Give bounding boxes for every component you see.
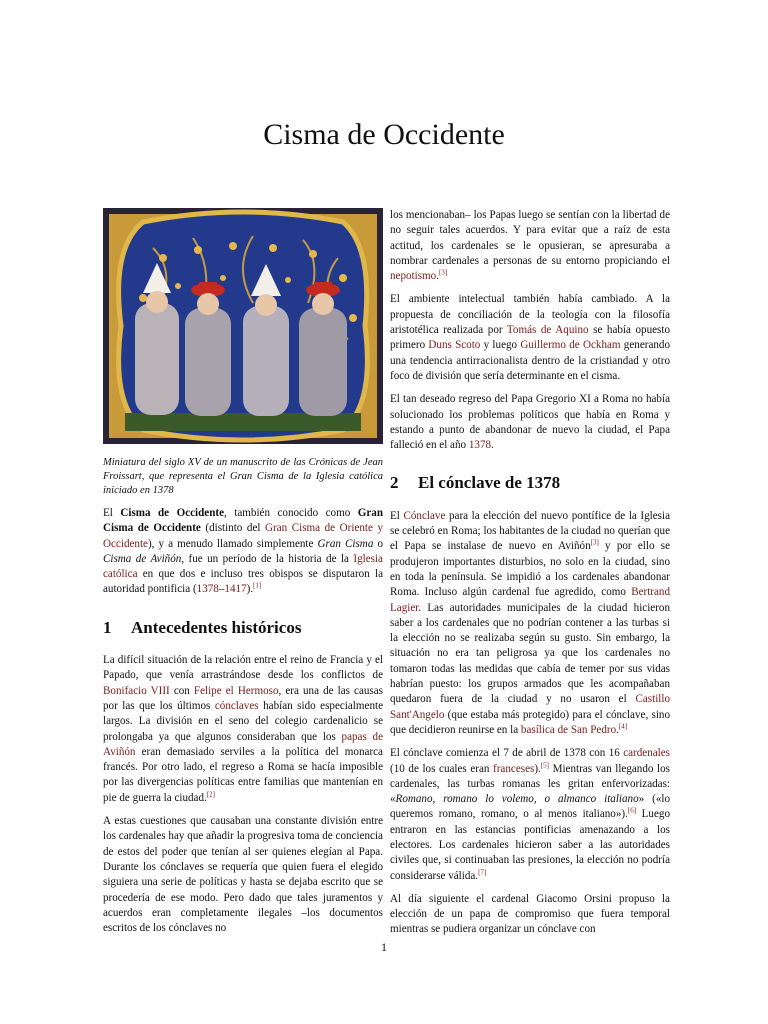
intro-bold-term: Gran Cisma de Occidente — [103, 507, 384, 535]
link-cardenales[interactable]: cardenales — [623, 747, 670, 760]
reference-link[interactable]: [2] — [206, 790, 215, 799]
paragraph-text: Luego entraron en las estancias pontificias amenazando a los electores. Los cardenales hicieron saber a las autoridades civiles que, si continuaban las presiones, la elección no podría considerarse válida. — [390, 808, 670, 882]
section-number: 1 — [103, 617, 112, 637]
link-1378[interactable]: 1378 — [196, 583, 219, 596]
figure-caption: Miniatura del siglo XV de un manuscrito de las Crónicas de Jean Froissart, que representa el Gran Cisma de la Iglesia católica iniciado en 1378 — [103, 457, 383, 496]
intro-italic-term: Gran Cisma — [317, 537, 374, 550]
intro-text: o — [373, 537, 383, 550]
intro-paragraph — [103, 506, 383, 598]
paragraph: A estas cuestiones que causaban una constante división entre los cardenales hay que añadir la progresiva toma de conciencia de estos del poder que tenían al ser quienes elegían al Papa. Durante los cónclaves se requería que quien fuera el elegido siguiera una serie de políticas y hasta se dejaba escrito que se procedería de ese modo. Pero dado que tales juramentos y acuerdos eran completamente ilegales –los documentos escritos de los cónclaves no — [103, 815, 383, 935]
intro-bold-term: Cisma de Occidente — [120, 507, 225, 519]
paragraph-text: los mencionaban– los Papas luego se sentían con la libertad de no seguir tales acuerdos. Y para evitar que a raíz de esta actitud, los cardenales se le opusieran, se apresuraba a nombrar cardenales a personas de su entorno propiciando el — [390, 209, 670, 267]
link-tomas-de-aquino[interactable]: Tomás de Aquino — [506, 324, 589, 337]
paragraph — [390, 208, 670, 284]
link-duns-scoto[interactable]: Duns Scoto — [428, 339, 481, 352]
manuscript-miniature-image — [103, 208, 383, 444]
link-felipe-el-hermoso[interactable]: Felipe el Hermoso — [193, 684, 279, 697]
link-conclave[interactable]: Cónclave — [403, 509, 446, 522]
paragraph — [390, 746, 670, 884]
link-bonifacio-viii[interactable]: Bonifacio VIII — [103, 684, 170, 697]
quote-italic: Romano, romano lo volemo, o almanco italiano — [395, 793, 639, 806]
paragraph-text: (que estaba más protegido) para el cónclave, sino que decidieron reunirse en la — [390, 708, 670, 736]
intro-italic-term: Cisma de Aviñón — [103, 552, 182, 565]
paragraph-text: . — [491, 439, 494, 452]
paragraph — [103, 653, 383, 806]
reference-link[interactable]: [1] — [253, 581, 262, 590]
reference-link[interactable]: [3] — [439, 268, 448, 277]
link-bertrand-lagier[interactable]: Bertrand Lagier — [390, 586, 670, 614]
reference-link[interactable]: [3] — [590, 538, 599, 547]
link-conclaves[interactable]: cónclaves — [214, 699, 259, 712]
paragraph-text: se había opuesto primero — [390, 324, 670, 352]
intro-text: ). — [246, 583, 254, 596]
paragraph-text: para la elección del nuevo pontífice de la Iglesia se celebró en Roma; los habitantes de la ciudad no querían que el Papa se instalase de nuevo en Aviñón — [390, 509, 670, 553]
paragraph-text: habían sido especialmente largos. La división en el seno del colegio cardenalicio se prolongaba ya que algunos consideraban que los — [103, 699, 383, 743]
paragraph-text: , era una de las causas por las que los últimos — [103, 684, 383, 712]
page-title: Cisma de Occidente — [263, 118, 505, 151]
section-heading-antecedentes — [103, 617, 383, 637]
page-number: 1 — [381, 940, 387, 954]
section-title: El cónclave de 1378 — [418, 473, 561, 493]
intro-text: , también conocido como — [224, 507, 358, 519]
link-1378[interactable]: 1378 — [468, 439, 492, 452]
paragraph-text: (10 de los cuales eran — [390, 762, 494, 775]
paragraph-text: El tan deseado regreso del Papa Gregorio XI a Roma no había solucionado los problemas políticos que había en Roma y estando a punto de abandonar de nuevo la ciudad, el Papa falleció en el año — [390, 393, 670, 452]
paragraph-text: El — [390, 509, 404, 522]
intro-text: , fue un período de la historia de la — [181, 552, 354, 565]
link-gran-cisma-oriente[interactable]: Gran Cisma de Oriente y Occidente — [103, 522, 384, 550]
reference-link[interactable]: [4] — [618, 722, 628, 731]
right-column — [390, 208, 670, 946]
paragraph-text: Mientras van llegando los cardenales, las turbas romanas les gritan enfervorizadas: « — [390, 762, 670, 806]
link-iglesia-catolica[interactable]: Iglesia católica — [103, 552, 383, 581]
reference-link[interactable]: [5] — [540, 760, 549, 769]
section-number: 2 — [390, 473, 399, 493]
paragraph-text: y por ello se produjeron importantes disturbios, no solo en la ciudad, sino en toda la península. Se impidió a los cardenales abandonar Roma. Incluso algún cardenal fue agredido, como — [390, 540, 670, 599]
paragraph: Al día siguiente el cardenal Giacomo Orsini propuso la elección de un papa de compromiso que fuera temporal mientras se pudiera organizar un cónclave con — [390, 892, 670, 936]
paragraph-text: El ambiente intelectual también había cambiado. A la propuesta de conciliación de la teología con la filosofía aristotélica realizada por — [390, 293, 670, 337]
section-heading-conclave — [390, 473, 670, 493]
miniature-illustration — [103, 208, 383, 444]
paragraph-text: El cónclave comienza el 7 de abril de 1378 con 16 — [390, 747, 624, 760]
link-papas-de-avinon[interactable]: papas de Aviñón — [103, 730, 383, 758]
paragraph-text: La difícil situación de la relación entre el reino de Francia y el Papado, que venía arrastrándose desde los conflictos de — [103, 654, 383, 682]
paragraph — [390, 292, 670, 384]
paragraph — [390, 392, 670, 453]
paragraph-text: ). — [534, 762, 541, 775]
paragraph-text: . — [616, 723, 619, 736]
paragraph-text: eran demasiado serviles a la política del monarca francés. Por otro lado, el regreso a Roma se hacía imposible por las divergencias políticas entre familias que mantenían en pie de guerra la ciudad. — [103, 745, 383, 804]
intro-text: El — [103, 507, 121, 519]
paragraph-text: . Las autoridades municipales de la ciudad hicieron saber a los cardenales que no podrían contener a las turbas si la elección no se realizaba según su gusto. Sin embargo, la situación no era tan peligrosa ya que los cardenales no tomaron todas las medidas que cabía de temer por sus vidas habrían puesto: los grupos armados que les acompañaban quedaron fuera de la ciudad y no usaron el — [390, 601, 670, 706]
link-nepotismo[interactable]: nepotismo — [390, 270, 437, 283]
link-1417[interactable]: 1417 — [224, 583, 247, 596]
intro-text: (distinto del — [200, 522, 266, 535]
link-castillo-sant-angelo[interactable]: Castillo Sant'Angelo — [390, 693, 670, 721]
section-title: Antecedentes históricos — [131, 617, 302, 637]
intro-text: ), y a menudo llamado simplemente — [147, 537, 318, 550]
reference-link[interactable]: [7] — [478, 867, 487, 876]
reference-link[interactable]: [6] — [627, 806, 637, 815]
paragraph — [390, 509, 670, 738]
paragraph-text: generando una tendencia antirracionalista dentro de la cristiandad y otro foco de división que sería determinante en el cisma. — [390, 339, 671, 382]
intro-text: en que dos e incluso tres obispos se disputaron la autoridad pontificia ( — [103, 568, 383, 596]
paragraph-text: » («lo queremos romano, romano, o al menos italiano»). — [390, 793, 670, 821]
left-column — [103, 208, 383, 944]
link-basilica-san-pedro[interactable]: basílica de San Pedro — [520, 723, 617, 736]
paragraph-text: y luego — [480, 339, 521, 352]
paragraph-text: . — [436, 270, 440, 283]
link-franceses[interactable]: franceses — [493, 762, 535, 775]
intro-text: – — [218, 583, 225, 596]
paragraph-text: con — [169, 684, 194, 697]
link-guillermo-de-ockham[interactable]: Guillermo de Ockham — [520, 339, 621, 352]
